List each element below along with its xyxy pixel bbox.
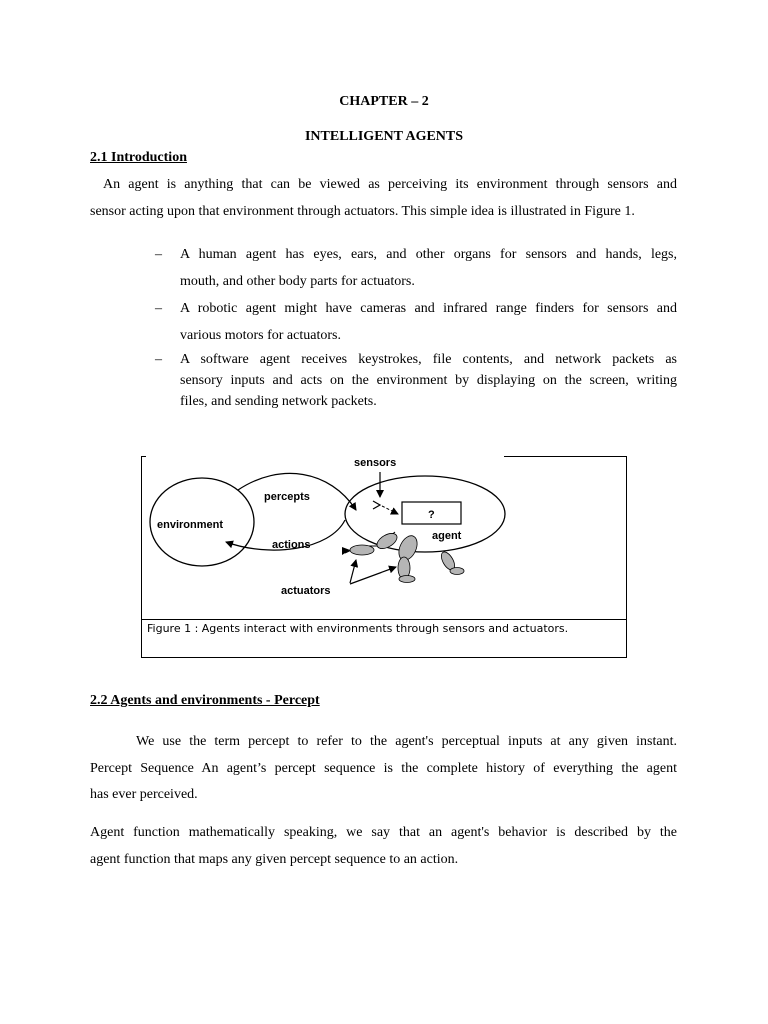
sensor-to-box-arrow <box>382 506 398 514</box>
bullet-dash: – <box>155 352 162 367</box>
bullet-software-agent <box>155 349 677 413</box>
agent-function-paragraph <box>90 820 677 873</box>
figure-1-diagram <box>141 446 627 620</box>
section-heading-agents-environments: 2.2 Agents and environments - Percept <box>90 693 320 708</box>
bullet-robotic-agent <box>155 295 677 355</box>
actuator-leg-upper <box>395 533 420 563</box>
section-heading-introduction: 2.1 Introduction <box>90 150 187 165</box>
bullet-line: sensory inputs and acts on the environment by displaying on the screen, writing <box>180 373 677 388</box>
figure-caption-divider <box>141 619 627 620</box>
percept-line-1: We use the term percept to refer to the agent's perceptual inputs at any given instant. <box>136 734 677 749</box>
actuator-foot <box>399 576 415 583</box>
actuators-arrow-arm <box>350 560 356 583</box>
bullet-human-agent <box>155 241 677 301</box>
bullet-line: various motors for actuators. <box>180 328 341 343</box>
sensor-eye-icon <box>373 501 380 509</box>
figure-1-caption: Figure 1 : Agents interact with environments through sensors and actuators. <box>147 622 569 635</box>
agent-label: agent <box>432 530 462 542</box>
actuator-foot-2 <box>450 568 464 575</box>
bullet-line: files, and sending network packets. <box>180 394 377 409</box>
environment-label: environment <box>157 519 224 531</box>
agent-function-line-2: agent function that maps any given percept sequence to an action. <box>90 851 459 867</box>
bullet-dash: – <box>155 247 162 262</box>
percept-line-2: Percept Sequence An agent’s percept sequence is the complete history of everything the agent <box>90 760 677 776</box>
intro-line-1: An agent is anything that can be viewed as perceiving its environment through sensors and <box>103 177 677 192</box>
bullet-dash: – <box>155 301 162 316</box>
chapter-title: INTELLIGENT AGENTS <box>304 129 464 144</box>
sensors-label: sensors <box>354 457 397 469</box>
frame-gap <box>146 452 504 460</box>
actuators-arrow-leg <box>350 567 396 584</box>
intro-line-2: sensor acting upon that environment through actuators. This simple idea is illustrated in Figure 1. <box>90 203 635 219</box>
bullet-line: A software agent receives keystrokes, file contents, and network packets as <box>180 352 677 367</box>
bullet-line: A robotic agent might have cameras and infrared range finders for sensors and <box>180 301 677 316</box>
actuators-label: actuators <box>281 585 331 597</box>
chapter-heading: CHAPTER – 2 <box>339 94 429 109</box>
actions-label: actions <box>272 539 311 551</box>
actuator-arm-lower <box>350 545 374 555</box>
agent-function-line-1: Agent function mathematically speaking, we say that an agent's behavior is described by the <box>90 825 677 840</box>
agent-program-label: ? <box>428 509 435 521</box>
intro-paragraph <box>90 172 677 225</box>
actuator-arm-upper <box>374 530 399 551</box>
bullet-line: mouth, and other body parts for actuators. <box>180 274 415 289</box>
percept-paragraph <box>90 729 677 809</box>
percepts-label: percepts <box>264 491 310 503</box>
percept-line-3: has ever perceived. <box>90 787 198 802</box>
bullet-line: A human agent has eyes, ears, and other organs for sensors and hands, legs, <box>180 247 677 262</box>
